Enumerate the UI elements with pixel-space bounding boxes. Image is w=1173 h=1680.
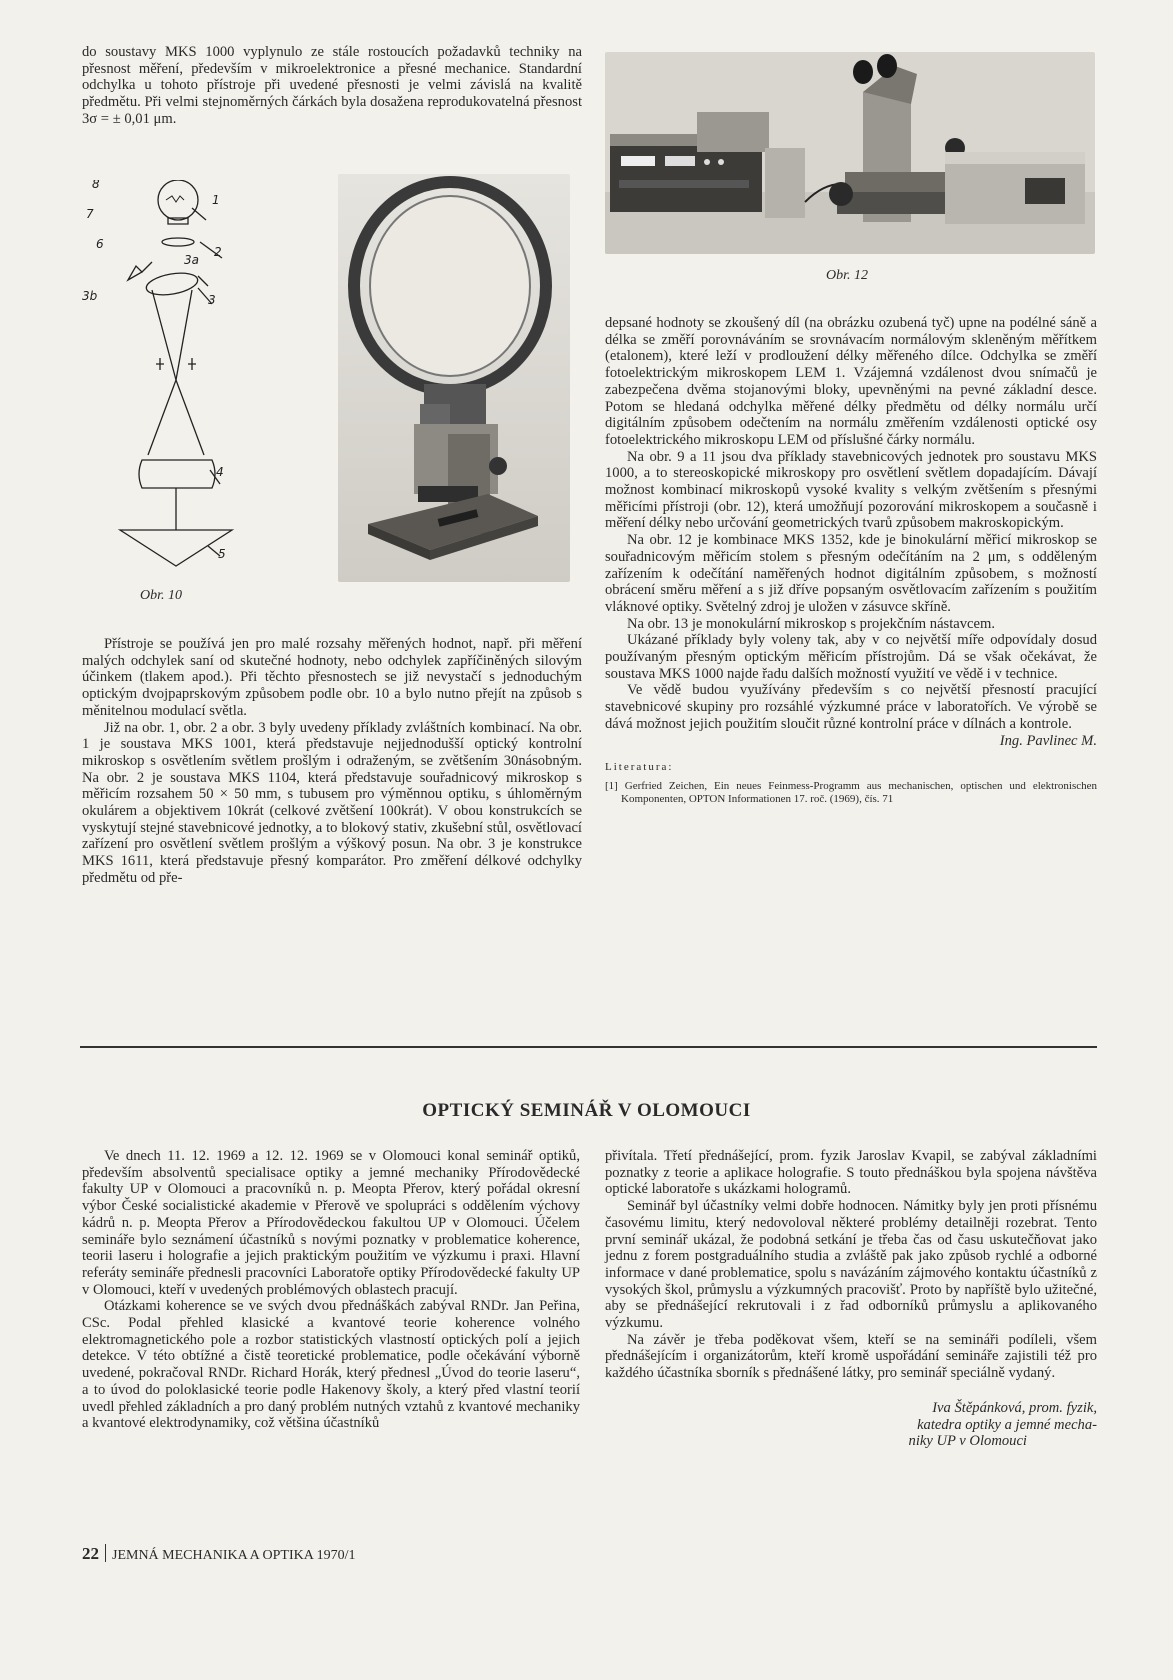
fig12-instrument-photo [605, 52, 1095, 254]
article2-signature-line: katedra optiky a jemné mecha- [917, 1416, 1097, 1433]
paragraph: Seminář byl účastníky velmi dobře hodnocen. Námitky byly jen proti přísnému časovému limitu, který nedovoloval některé problémy detailněji rozebrat. Tento první seminář ukázal, že podobná setkání je třeba čas od času uskutečňovat jako jednu z forem postgraduálního studia a zvláště pak jako způsob rychlé a odborné informace v dané problematice, spolu s navázáním zájmového kontaktu účastníků z vysokých škol, průmyslu a výzkumných pracovišť. Proto by napříště bylo užitečné, aby se přednášející rekrutovali i z řad odborníků průmyslu a aplikovaného výzkumu. [605, 1198, 1097, 1332]
digital-readout-unit [610, 142, 762, 212]
fig10-label: 3 [208, 293, 216, 307]
fig10-label: 7 [86, 207, 94, 221]
paragraph: Ve vědě budou využívány především s co největší přesností pracující stavebnicové skupiny pro rozsáhlé výzkumné práce v laboratořích. Ve výrobě se dává možnost jejich použitím sloučit různé kontrolní práce v dílnách a kontrole. [605, 682, 1097, 732]
fig10-caption: Obr. 10 [140, 588, 183, 603]
article2-signature-line: Iva Štěpánková, prom. fyzik, [932, 1399, 1097, 1416]
page-footer [82, 1544, 355, 1564]
fig10-label: 2 [214, 245, 222, 259]
right-text-column [605, 315, 1097, 806]
article2-left-column [82, 1148, 580, 1432]
objective-lens [139, 460, 215, 488]
fig10-label: 1 [212, 193, 220, 207]
paragraph: depsané hodnoty se zkoušený díl (na obrázku ozubená tyč) upne na podélné sáně a délka se změří porovnáváním se srovnávacím normálovým skleněným měřítkem (etalonem), které leží v prodloužení délky měřeného dílce. Odchylka se změří fotoelektrickým mikroskopem LEM 1. Vzájemná vzdálenost dvou snímačů je zabezpečena dvěma stojanovými bloky, upevněnými na pevné základní desce. Potom se hledaná odchylka měřené délky předmětu od délky normálu určí digitálním způsobem odečtením na normálu změřením vzdálenosti optické osy fotoelektrického mikroskopu LEM od příslušné čárky normálu. [605, 315, 1097, 448]
fig10-label: 6 [96, 237, 104, 251]
paragraph: Ukázané příklady byly voleny tak, aby v co největší míře odpovídaly dosud používaným přesným optickým měřicím přístrojům. Dá se však očekávat, že soustava MKS 1000 najde řadu dalších možností využití ve vědě i v technice. [605, 632, 1097, 682]
lamp-bulb [158, 180, 198, 220]
intro-paragraph: do soustavy MKS 1000 vyplynulo ze stále rostoucích požadavků techniky na přesnost měření, především v mikroelektronice a přesné mechanice. Standardní odchylka u tohoto přístroje při uvedené přesnosti je velmi závislá na kvalitě předmětu. Při velmi stejnoměrných čárkách byla dosažena reprodukovatelná přesnost 3σ = ± 0,01 μm. [82, 44, 582, 127]
article2-right-column [605, 1148, 1097, 1450]
section-divider [80, 1046, 1097, 1048]
intro-text-column [82, 44, 582, 128]
paragraph: Na obr. 12 je kombinace MKS 1352, kde je binokulární měřicí mikroskop se souřadnicovým měřicím stolem s přesným odečítáním na 2 μm, s odděleným zařízením k odečítání naměřených hodnot digitálním způsobem, s možností obrácení směru měření a s již dříve popsaným osvětlovacím zařízením s použitím vláknové optiky. Světelný zdroj je uložen v zásuvce skříně. [605, 532, 1097, 615]
paragraph: Přístroje se používá jen pro malé rozsahy měřených hodnot, např. při měření malých odchylek saní od skutečné hodnoty, nebo odchylek zapříčiněných silovým účinkem (tlakem apod.). Při těchto přesnostech se již nevystačí s jednoduchým optickým dvojpaprskovým způsobem podle obr. 10 a bylo nutno přejít na způsob s měnitelnou modulací světla. [82, 636, 582, 719]
condenser-lens [162, 238, 194, 246]
article-title: OPTICKÝ SEMINÁŘ V OLOMOUCI [422, 1100, 751, 1121]
author-signature: Ing. Pavlinec M. [999, 732, 1097, 749]
footer-divider [105, 1544, 106, 1562]
fig10-instrument-photo [338, 174, 570, 582]
fig10-label: 8 [92, 180, 100, 191]
left-text-column [82, 636, 582, 887]
fig10-label: 4 [216, 465, 224, 479]
page-number: 22 [82, 1544, 99, 1563]
fig10-label: 3b [82, 289, 98, 303]
prism [120, 530, 232, 566]
fig10-optical-diagram [80, 180, 250, 580]
paragraph: Na obr. 9 a 11 jsou dva příklady stavebnicových jednotek pro soustavu MKS 1000, a to stereoskopické mikroskopy pro osvětlení světlem dopadajícím. Dávají možnost kombinací mikroskopů vysoké kvality s velkým zvětšením s přesnými měřicími přístroji (obr. 12), která umožňují pozorování mikroskopem a současně i měření délky nebo určování geometrických tvarů způsobem makroskopickým. [605, 448, 1097, 532]
paragraph: Otázkami koherence se ve svých dvou přednáškách zabýval RNDr. Jan Peřina, CSc. Podal přehled klasické a kvantové teorie koherence volného elektromagnetického pole a rozbor statistických vlastností optických polí a jejich detekce. V této obtížné a čistě teoretické problematice, podle očekávání výborně uvedené, pokračoval RNDr. Richard Horák, který přednesl „Úvod do teorie laseru“, a to úvod do poloklasické teorie podle Hakenovy školy, a který před vlastní teorií uvedl přehled základních a pro daný problém nutných vztahů z kvantové mechaniky a kvantové elektrodynamiky, což většina účastníků [82, 1298, 580, 1432]
literature-item: [1] Gerfried Zeichen, Ein neues Feinmess-Programm aus mechanischen, optischen und elektronischen Komponenten, OPTON Informationen 17. roč. (1969), čís. 71 [605, 779, 1097, 805]
fig10-label: 3a [184, 253, 199, 267]
fig10-label: 5 [218, 547, 226, 561]
fig12-caption: Obr. 12 [826, 268, 869, 283]
paragraph: Na závěr je třeba poděkovat všem, kteří se na semináři podíleli, všem přednášejícím i organizátorům, kteří kromě uspořádání semináře zajistili též pro každého účastníka sborník s přednášené látky, pro seminář speciálně vydaný. [605, 1331, 1097, 1382]
paragraph: přivítala. Třetí přednášející, prom. fyzik Jaroslav Kvapil, se zabýval základními poznatky z teorie a aplikace holografie. S touto přednáškou byla spojena návštěva optické laboratoře s ukázkami hologramů. [605, 1148, 1097, 1198]
paragraph: Ve dnech 11. 12. 1969 a 12. 12. 1969 se v Olomouci konal seminář optiků, především absolventů specialisace optiky a jemné mechaniky Přírodovědecké fakulty UP v Olomouci a pracovníků n. p. Meopta Přerov, který pořádal okresní výbor České socialistické akademie v Přerově ve spolupráci s oddělením výchovy kádrů n. p. Meopta Přerov a Přírodovědeckou fakultou UP v Olomouci. Účelem semináře bylo seznámení účastníků s novými poznatky v problematice koherence, teorii laseru i holografie a jejich praktickým použitím ve výzkumu i praxi. Hlavní referáty semináře přednesli pracovníci Laboratoře optiky Přírodovědecké fakulty UP v Olomouci, kteří v uvedených problémových oblastech pracují. [82, 1148, 580, 1298]
paragraph: Na obr. 13 je monokulární mikroskop s projekčním nástavcem. [627, 615, 996, 632]
article2-signature-line: niky UP v Olomouci [908, 1433, 1027, 1450]
literature-heading: Literatura: [605, 761, 674, 774]
journal-name: JEMNÁ MECHANIKA A OPTIKA 1970/1 [112, 1548, 356, 1563]
paragraph: Již na obr. 1, obr. 2 a obr. 3 byly uvedeny příklady zvláštních kombinací. Na obr. 1 je soustava MKS 1001, která představuje nejjednodušší optický kontrolní mikroskop s osvětlením světlem prošlým i odraženým, se zvětšením 30násobným. Na obr. 2 je soustava MKS 1104, která představuje souřadnicový mikroskop s měřicím rozsahem 50 × 50 mm, s tubusem pro výměnnou optiku, s úhloměrným okulárem a objektivem 10krát (celkové zvětšení 100krát). V obou konstrukcích se vyskytují stejné stavebnicové jednotky, a to blokový stativ, zkušební stůl, osvětlovací zařízení pro osvětlení světlem prošlým a výškový posun. Na obr. 3 je konstrukce MKS 1611, která představuje přesný komparátor. Pro změření délkové odchylky předmětu od pře- [82, 719, 582, 886]
